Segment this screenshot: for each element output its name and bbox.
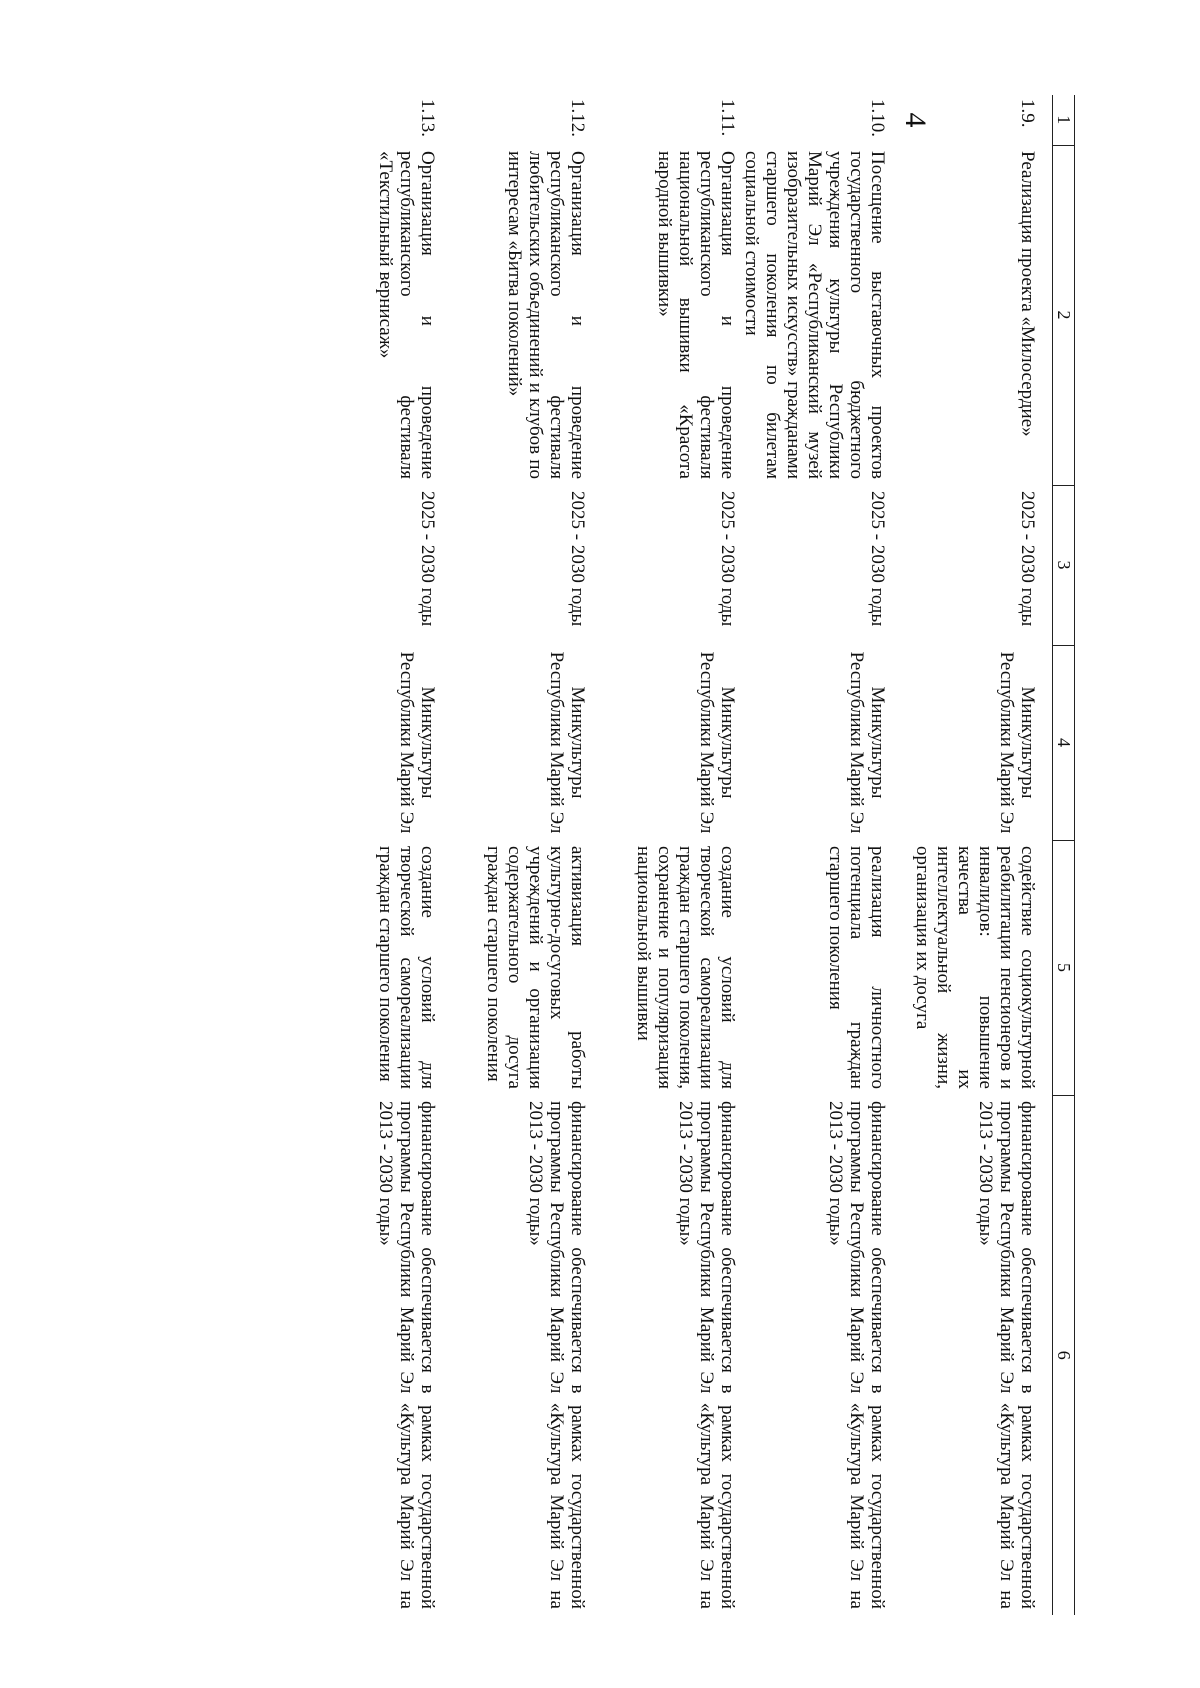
- event-note: финансирование обеспечивается в рамках государственной программы Республики Марий Эл «Культура Марий Эл на 2013 - 2030 годы»: [525, 1101, 588, 1609]
- col-header-2: 2: [1053, 145, 1076, 485]
- event-executor: Минкультуры Республики Марий Эл: [996, 651, 1038, 834]
- col-header-5: 5: [1053, 840, 1076, 1095]
- event-note: финансирование обеспечивается в рамках государственной программы Республики Марий Эл «Культура Марий Эл на 2013 - 2030 годы»: [975, 1101, 1038, 1609]
- table-row: [288, 95, 438, 1615]
- event-result: реализация личностного потенциала граждан старшего поколения: [825, 846, 888, 1089]
- col-header-3: 3: [1053, 485, 1076, 645]
- row-number: 1.12.: [567, 99, 588, 137]
- col-header-4: 4: [1053, 645, 1076, 840]
- table-row: [888, 95, 1038, 1615]
- rotated-table-container: [255, 95, 1075, 1615]
- event-name: Организация и проведение республиканского фестиваля национальной вышивки «Красота народной вышивки»: [654, 151, 738, 479]
- col-header-1: 1: [1053, 95, 1076, 145]
- event-term: 2025 - 2030 годы: [417, 491, 438, 627]
- event-note: финансирование обеспечивается в рамках государственной программы Республики Марий Эл «Культура Марий Эл на 2013 - 2030 годы»: [675, 1101, 738, 1609]
- row-number: 1.11.: [717, 99, 738, 137]
- event-term: 2025 - 2030 годы: [567, 491, 588, 627]
- page-number: 4: [899, 112, 932, 128]
- event-result: создание условий для творческой самореализации граждан старшего поколения, сохранение и популяризация национальной вышивки: [633, 846, 738, 1089]
- event-executor: Минкультуры Республики Марий Эл: [846, 651, 888, 834]
- table-row: [588, 95, 738, 1615]
- event-term: 2025 - 2030 годы: [867, 491, 888, 627]
- event-executor: Минкультуры Республики Марий Эл: [396, 651, 438, 834]
- row-number: 1.10.: [867, 99, 888, 137]
- event-result: создание условий для творческой самореализации граждан старшего поколения: [375, 846, 438, 1089]
- event-executor: Минкультуры Республики Марий Эл: [546, 651, 588, 834]
- event-term: 2025 - 2030 годы: [717, 491, 738, 627]
- table-row: [738, 95, 888, 1615]
- table-row: [438, 95, 588, 1615]
- col-header-6: 6: [1053, 1095, 1076, 1615]
- column-number-header: [1053, 95, 1076, 1615]
- row-number: 1.13.: [417, 99, 438, 137]
- event-name: Реализация проекта «Милосердие»: [1017, 151, 1038, 437]
- event-result: содействие социокультурной реабилитации пенсионеров и инвалидов: повышение качества их интеллектуальной жизни, организация их досуга: [912, 846, 1038, 1089]
- row-number: 1.9.: [1017, 99, 1038, 128]
- event-name: Организация и проведение республиканского фестиваля «Текстильный вернисаж»: [375, 151, 438, 479]
- event-note: финансирование обеспечивается в рамках государственной программы Республики Марий Эл «Культура Марий Эл на 2013 - 2030 годы»: [375, 1101, 438, 1609]
- event-executor: Минкультуры Республики Марий Эл: [696, 651, 738, 834]
- event-note: финансирование обеспечивается в рамках государственной программы Республики Марий Эл «Культура Марий Эл на 2013 - 2030 годы»: [825, 1101, 888, 1609]
- action-plan-table: [288, 95, 1075, 1615]
- event-name: Посещение выставочных проектов государственного бюджетного учреждения культуры Республики Марий Эл «Республиканский музей изобразительных искусств» гражданами старшего поколения по билетам социальной стоимости: [741, 151, 888, 479]
- event-name: Организация и проведение республиканского фестиваля любительских объединений и клубов по интересам «Битва поколений»: [504, 151, 588, 479]
- event-term: 2025 - 2030 годы: [1017, 491, 1038, 627]
- event-result: активизация работы культурно-досуговых учреждений и организация содержательного досуга граждан старшего поколения: [483, 846, 588, 1089]
